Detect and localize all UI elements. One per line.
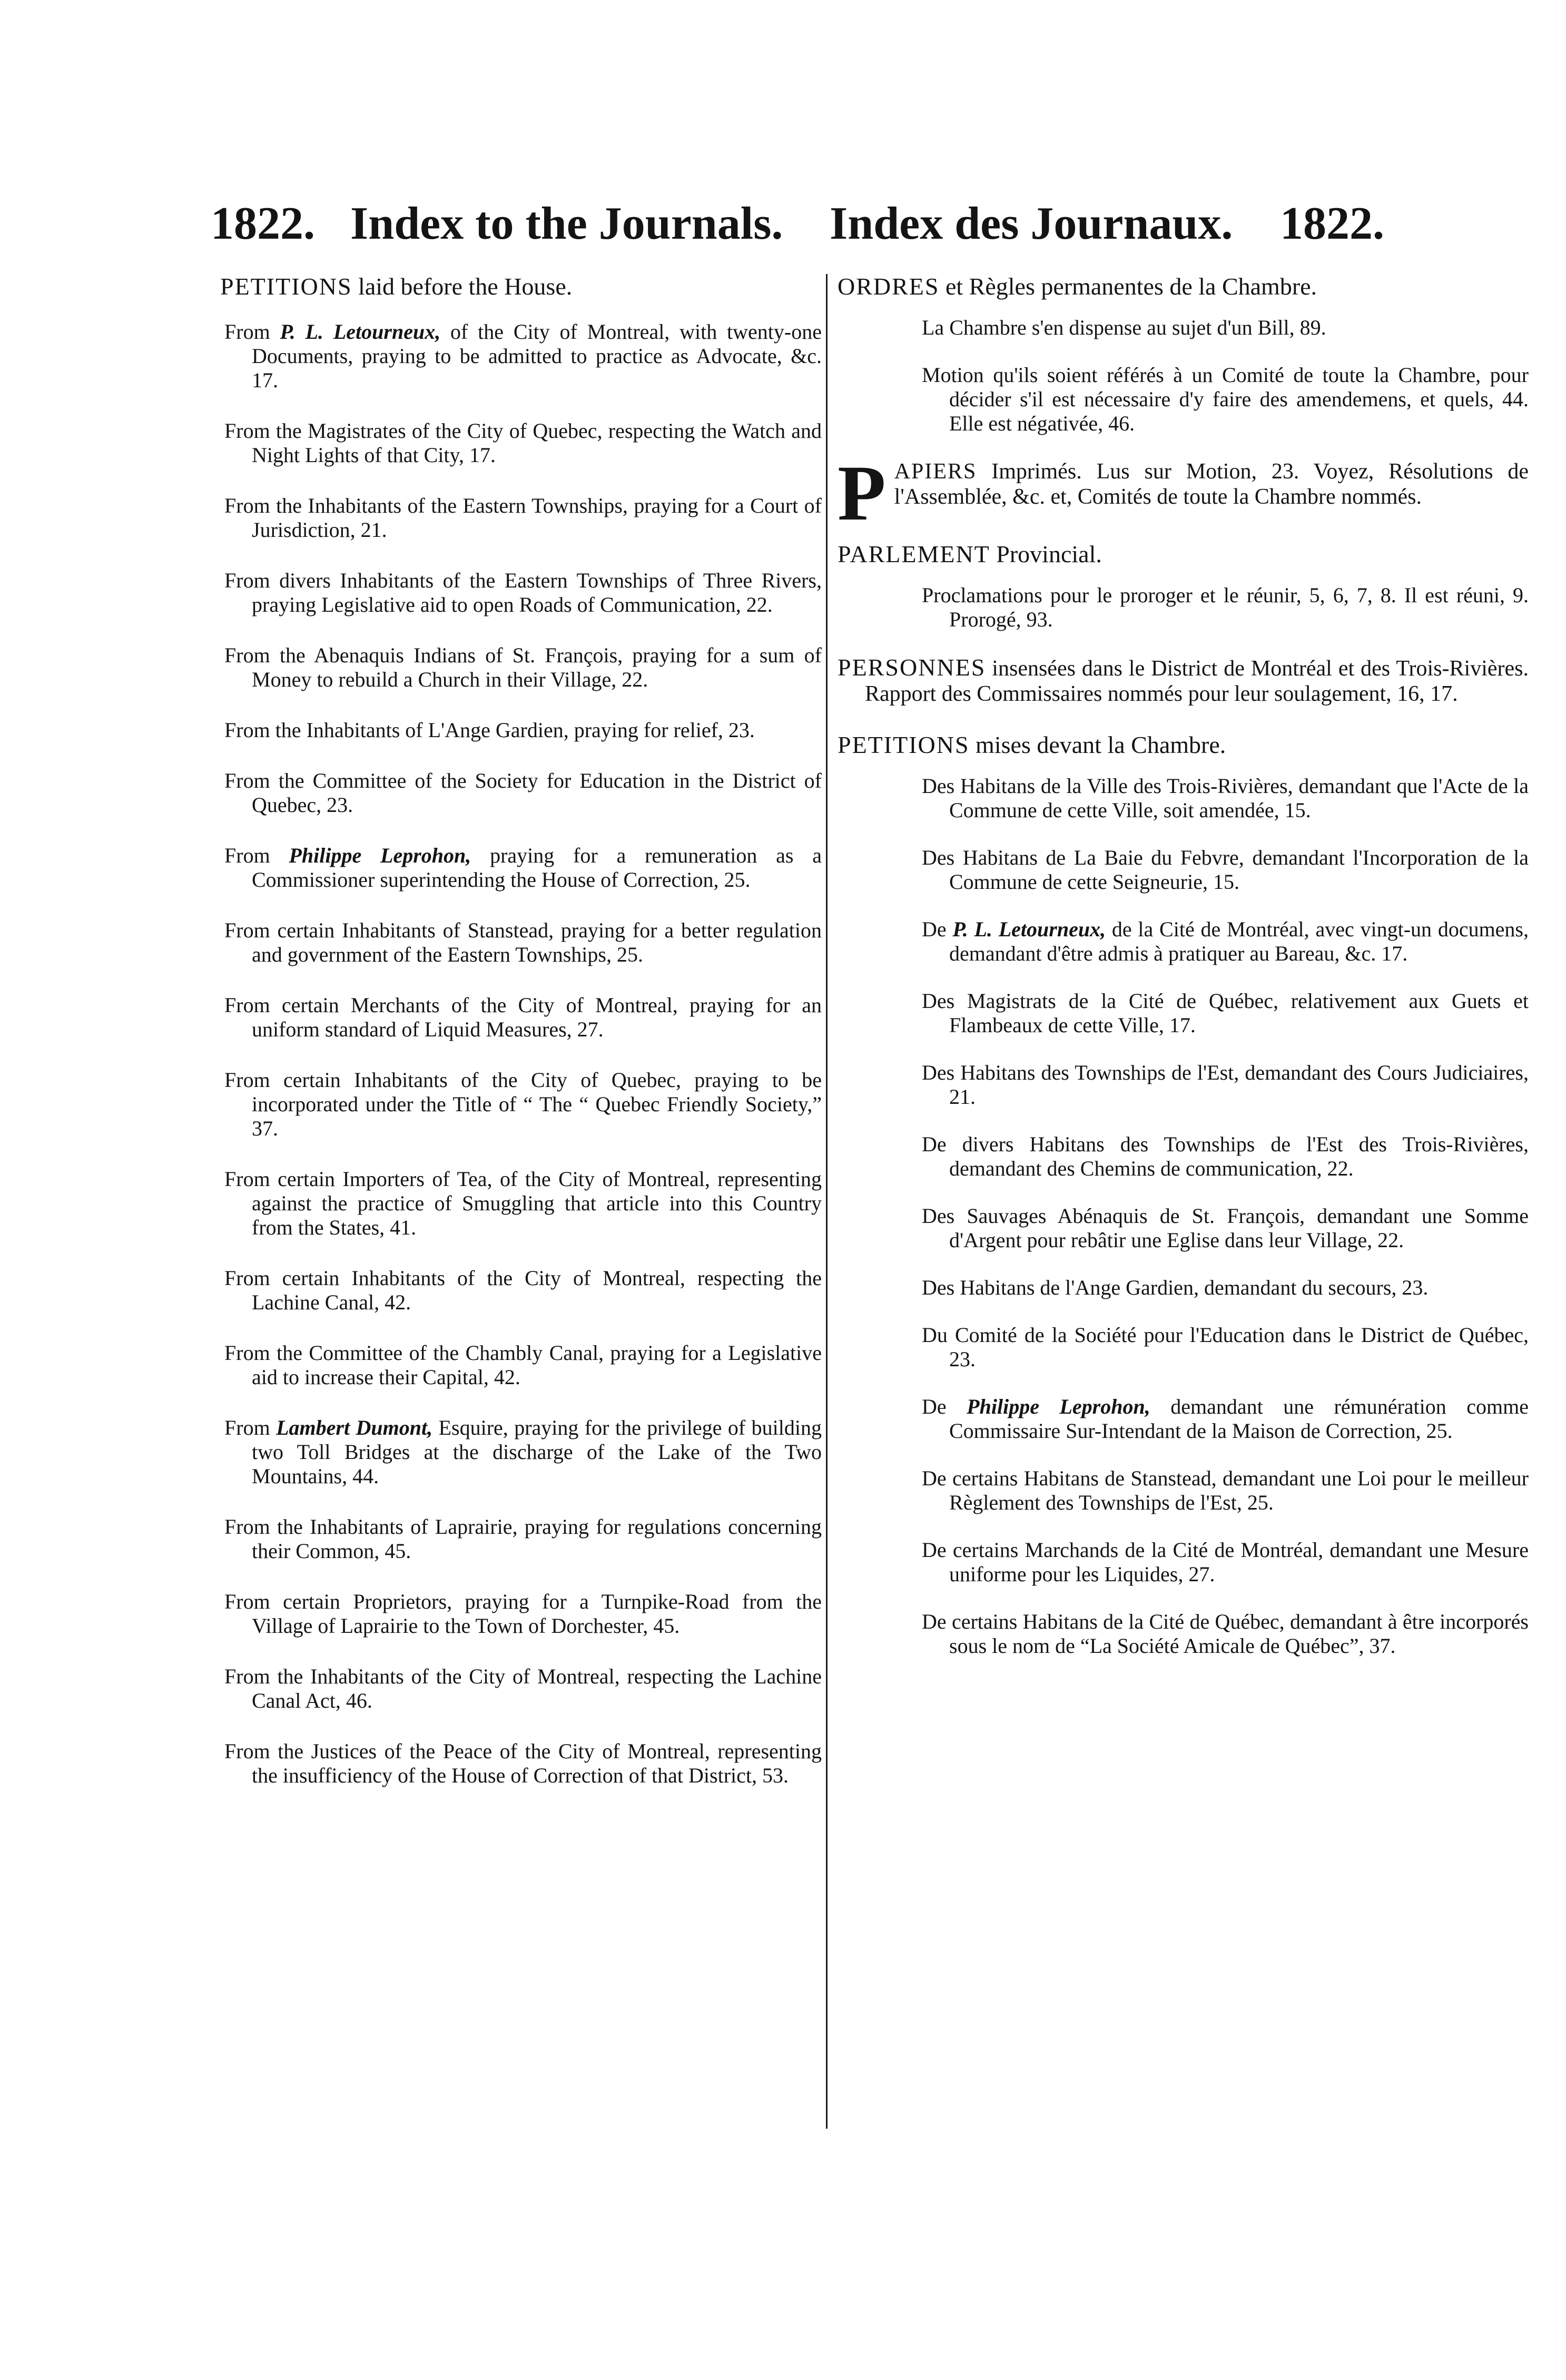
list-item <box>922 989 1529 1037</box>
list-item: La Chambre s'en dispense au sujet d'un Bill, 89. <box>922 316 1326 339</box>
list-item <box>224 769 822 817</box>
section-title-rest: laid before the House. <box>358 273 573 300</box>
list-item: Motion qu'ils soient référés à un Comité de toute la Chambre, pour décider s'il est nécessaire d'y faire des amendemens, et quels, 44. Elle est négativée, 46. <box>922 363 1529 435</box>
entry-text: Des Habitans de l'Ange Gardien, demandant du secours, 23. <box>922 1276 1429 1299</box>
entry-text: From <box>224 320 280 344</box>
entry-text: de la Cité de Montréal, avec vingt-un documens, demandant d'être admis à pratiquer au Bareau, &c. 17. <box>949 917 1529 965</box>
header-title-right: Index des Journaux. <box>830 198 1233 249</box>
entry-text: Des Sauvages Abénaquis de St. François, demandant une Somme d'Argent pour rebâtir une Eglise dans leur Village, 22. <box>922 1204 1529 1252</box>
section-title-rest: Provincial. <box>996 541 1102 567</box>
list-item <box>224 643 822 692</box>
entry-text: From certain Inhabitants of the City of Montreal, respecting the Lachine Canal, 42. <box>224 1266 822 1314</box>
personnes-text: insensées dans le District de Montréal et des Trois-Rivières. Rapport des Commissaires nommés pour leur soulagement, 16, 17. <box>865 657 1529 706</box>
list-item <box>922 917 1529 966</box>
entry-text: De certains Habitans de la Cité de Québec, demandant à être incorporés sous le nom de “La Société Amicale de Québec”, 37. <box>922 1610 1529 1658</box>
papiers-text: Imprimés. Lus sur Motion, 23. Voyez, Résolutions de l'Assemblée, &c. et, Comités de toute la Chambre nommés. <box>894 459 1529 509</box>
drop-cap-letter: P <box>838 449 886 537</box>
section-title-rest: mises devant la Chambre. <box>976 731 1226 758</box>
entry-text: From the Inhabitants of the City of Montreal, respecting the Lachine Canal Act, 46. <box>224 1664 822 1712</box>
entry-text: Esquire, praying for the privilege of building two Toll Bridges at the discharge of the Lake of the Two Mountains, 44. <box>252 1416 822 1488</box>
entry-text: From certain Merchants of the City of Montreal, praying for an uniform standard of Liquid Measures, 27. <box>224 993 822 1041</box>
list-item <box>224 320 822 393</box>
section-title-caps: PARLEMENT <box>838 541 990 567</box>
entry-text: From the Abenaquis Indians of St. François, praying for a sum of Money to rebuild a Church in their Village, 22. <box>224 643 822 691</box>
entry-text: From <box>224 1416 277 1439</box>
section-title-caps: ORDRES <box>838 273 940 300</box>
list-item <box>224 1590 822 1638</box>
list-item <box>224 569 822 617</box>
list-item <box>922 1323 1529 1372</box>
entry-text: From the Magistrates of the City of Quebec, respecting the Watch and Night Lights of that City, 17. <box>224 419 822 467</box>
list-item: Proclamations pour le proroger et le réunir, 5, 6, 7, 8. Il est réuni, 9. Prorogé, 93. <box>922 583 1529 631</box>
entry-text: From the Inhabitants of the Eastern Townships, praying for a Court of Jurisdiction, 21. <box>224 494 822 542</box>
list-item <box>922 1538 1529 1586</box>
entry-text: praying for a remuneration as a Commissioner superintending the House of Correction, 25. <box>252 844 822 892</box>
entry-text: From certain Inhabitants of Stanstead, praying for a better regulation and government of the Eastern Townships, 25. <box>224 918 822 966</box>
entry-text: From the Committee of the Chambly Canal, praying for a Legislative aid to increase their Capital, 42. <box>224 1341 822 1389</box>
list-item <box>922 1610 1529 1658</box>
entry-text: From certain Inhabitants of the City of Quebec, praying to be incorporated under the Title of “ The “ Quebec Friendly Society,” 37. <box>224 1068 822 1140</box>
right-entries-list <box>838 774 1529 1658</box>
entry-text: De <box>922 917 953 941</box>
petitioner-name: Philippe Leprohon, <box>967 1395 1150 1418</box>
entry-text: De <box>922 1395 967 1418</box>
entry-text: Du Comité de la Société pour l'Education dans le District de Québec, 23. <box>922 1323 1529 1371</box>
section-title-caps: PETITIONS <box>838 731 970 758</box>
list-item <box>224 918 822 967</box>
petitioner-name: Lambert Dumont, <box>276 1416 433 1439</box>
petitioner-name: P. L. Letourneux, <box>952 917 1106 941</box>
entry-text: From certain Importers of Tea, of the City of Montreal, representing against the practice of Smuggling that article into this Country from the States, 41. <box>224 1167 822 1239</box>
entry-text: From divers Inhabitants of the Eastern Townships of Three Rivers, praying Legislative aid to open Roads of Communication, 22. <box>224 569 822 616</box>
list-item <box>922 1395 1529 1443</box>
list-item <box>224 1739 822 1788</box>
section-title-parlement <box>838 539 1529 570</box>
list-item <box>224 1416 822 1488</box>
page-header <box>211 195 1533 253</box>
list-item <box>922 1466 1529 1515</box>
entry-text: demandant une rémunération comme Commissaire Sur-Intendant de la Maison de Correction, 25. <box>949 1395 1529 1443</box>
entry-text: From <box>224 844 289 867</box>
left-entries-list <box>220 320 822 1788</box>
list-item <box>224 1341 822 1389</box>
section-title-petitions-fr <box>838 730 1529 760</box>
entry-text: From the Inhabitants of L'Ange Gardien, praying for relief, 23. <box>224 718 755 742</box>
right-column <box>838 271 1529 1681</box>
list-item <box>922 846 1529 894</box>
section-title-caps: PETITIONS <box>220 273 352 300</box>
entry-text: Des Magistrats de la Cité de Québec, relativement aux Guets et Flambeaux de cette Ville, 17. <box>922 989 1529 1037</box>
list-item <box>922 1276 1529 1300</box>
petitioner-name: P. L. Letourneux, <box>280 320 441 344</box>
entry-text: De certains Marchands de la Cité de Montréal, demandant une Mesure uniforme pour les Liquides, 27. <box>922 1538 1529 1586</box>
list-item <box>224 1167 822 1240</box>
header-title-left: Index to the Journals. <box>350 198 783 249</box>
column-divider <box>826 274 828 2129</box>
section-papiers <box>838 449 1529 537</box>
list-item <box>224 494 822 542</box>
header-year-left: 1822. <box>211 198 315 249</box>
petitioner-name: Philippe Leprohon, <box>289 844 471 867</box>
section-title-ordres <box>838 271 1529 302</box>
list-item <box>224 1266 822 1315</box>
section-title-rest: et Règles permanentes de la Chambre. <box>945 273 1317 300</box>
papiers-caps: APIERS <box>894 459 977 484</box>
entry-text: Des Habitans de la Ville des Trois-Rivières, demandant que l'Acte de la Commune de cette Ville, soit amendée, 15. <box>922 774 1529 822</box>
header-year-right: 1822. <box>1280 198 1384 249</box>
entry-text: From certain Proprietors, praying for a Turnpike-Road from the Village of Laprairie to the Town of Dorchester, 45. <box>224 1590 822 1638</box>
entry-text: Des Habitans des Townships de l'Est, demandant des Cours Judiciaires, 21. <box>922 1061 1529 1109</box>
entry-text: De divers Habitans des Townships de l'Est des Trois-Rivières, demandant des Chemins de communication, 22. <box>922 1132 1529 1180</box>
list-item <box>922 774 1529 822</box>
list-item <box>922 1204 1529 1252</box>
list-item <box>922 1061 1529 1109</box>
entry-text: Des Habitans de La Baie du Febvre, demandant l'Incorporation de la Commune de cette Seigneurie, 15. <box>922 846 1529 894</box>
list-item <box>224 419 822 467</box>
left-column <box>220 271 822 1814</box>
section-personnes <box>838 655 1529 707</box>
list-item <box>224 718 822 742</box>
list-item <box>224 993 822 1042</box>
list-item <box>224 1068 822 1141</box>
personnes-caps: PERSONNES <box>838 654 986 681</box>
section-title-petitions-en <box>220 271 822 302</box>
entry-text: From the Committee of the Society for Education in the District of Quebec, 23. <box>224 769 822 817</box>
entry-text: From the Justices of the Peace of the City of Montreal, representing the insufficiency of the House of Correction of that District, 53. <box>224 1739 822 1787</box>
list-item <box>224 1664 822 1713</box>
entry-text: From the Inhabitants of Laprairie, praying for regulations concerning their Common, 45. <box>224 1515 822 1563</box>
entry-text: of the City of Montreal, with twenty-one Documents, praying to be admitted to practice as Advocate, &c. 17. <box>252 320 822 392</box>
list-item <box>224 844 822 892</box>
list-item <box>224 1515 822 1563</box>
entry-text: De certains Habitans de Stanstead, demandant une Loi pour le meilleur Règlement des Townships de l'Est, 25. <box>922 1466 1529 1514</box>
list-item <box>922 1132 1529 1181</box>
